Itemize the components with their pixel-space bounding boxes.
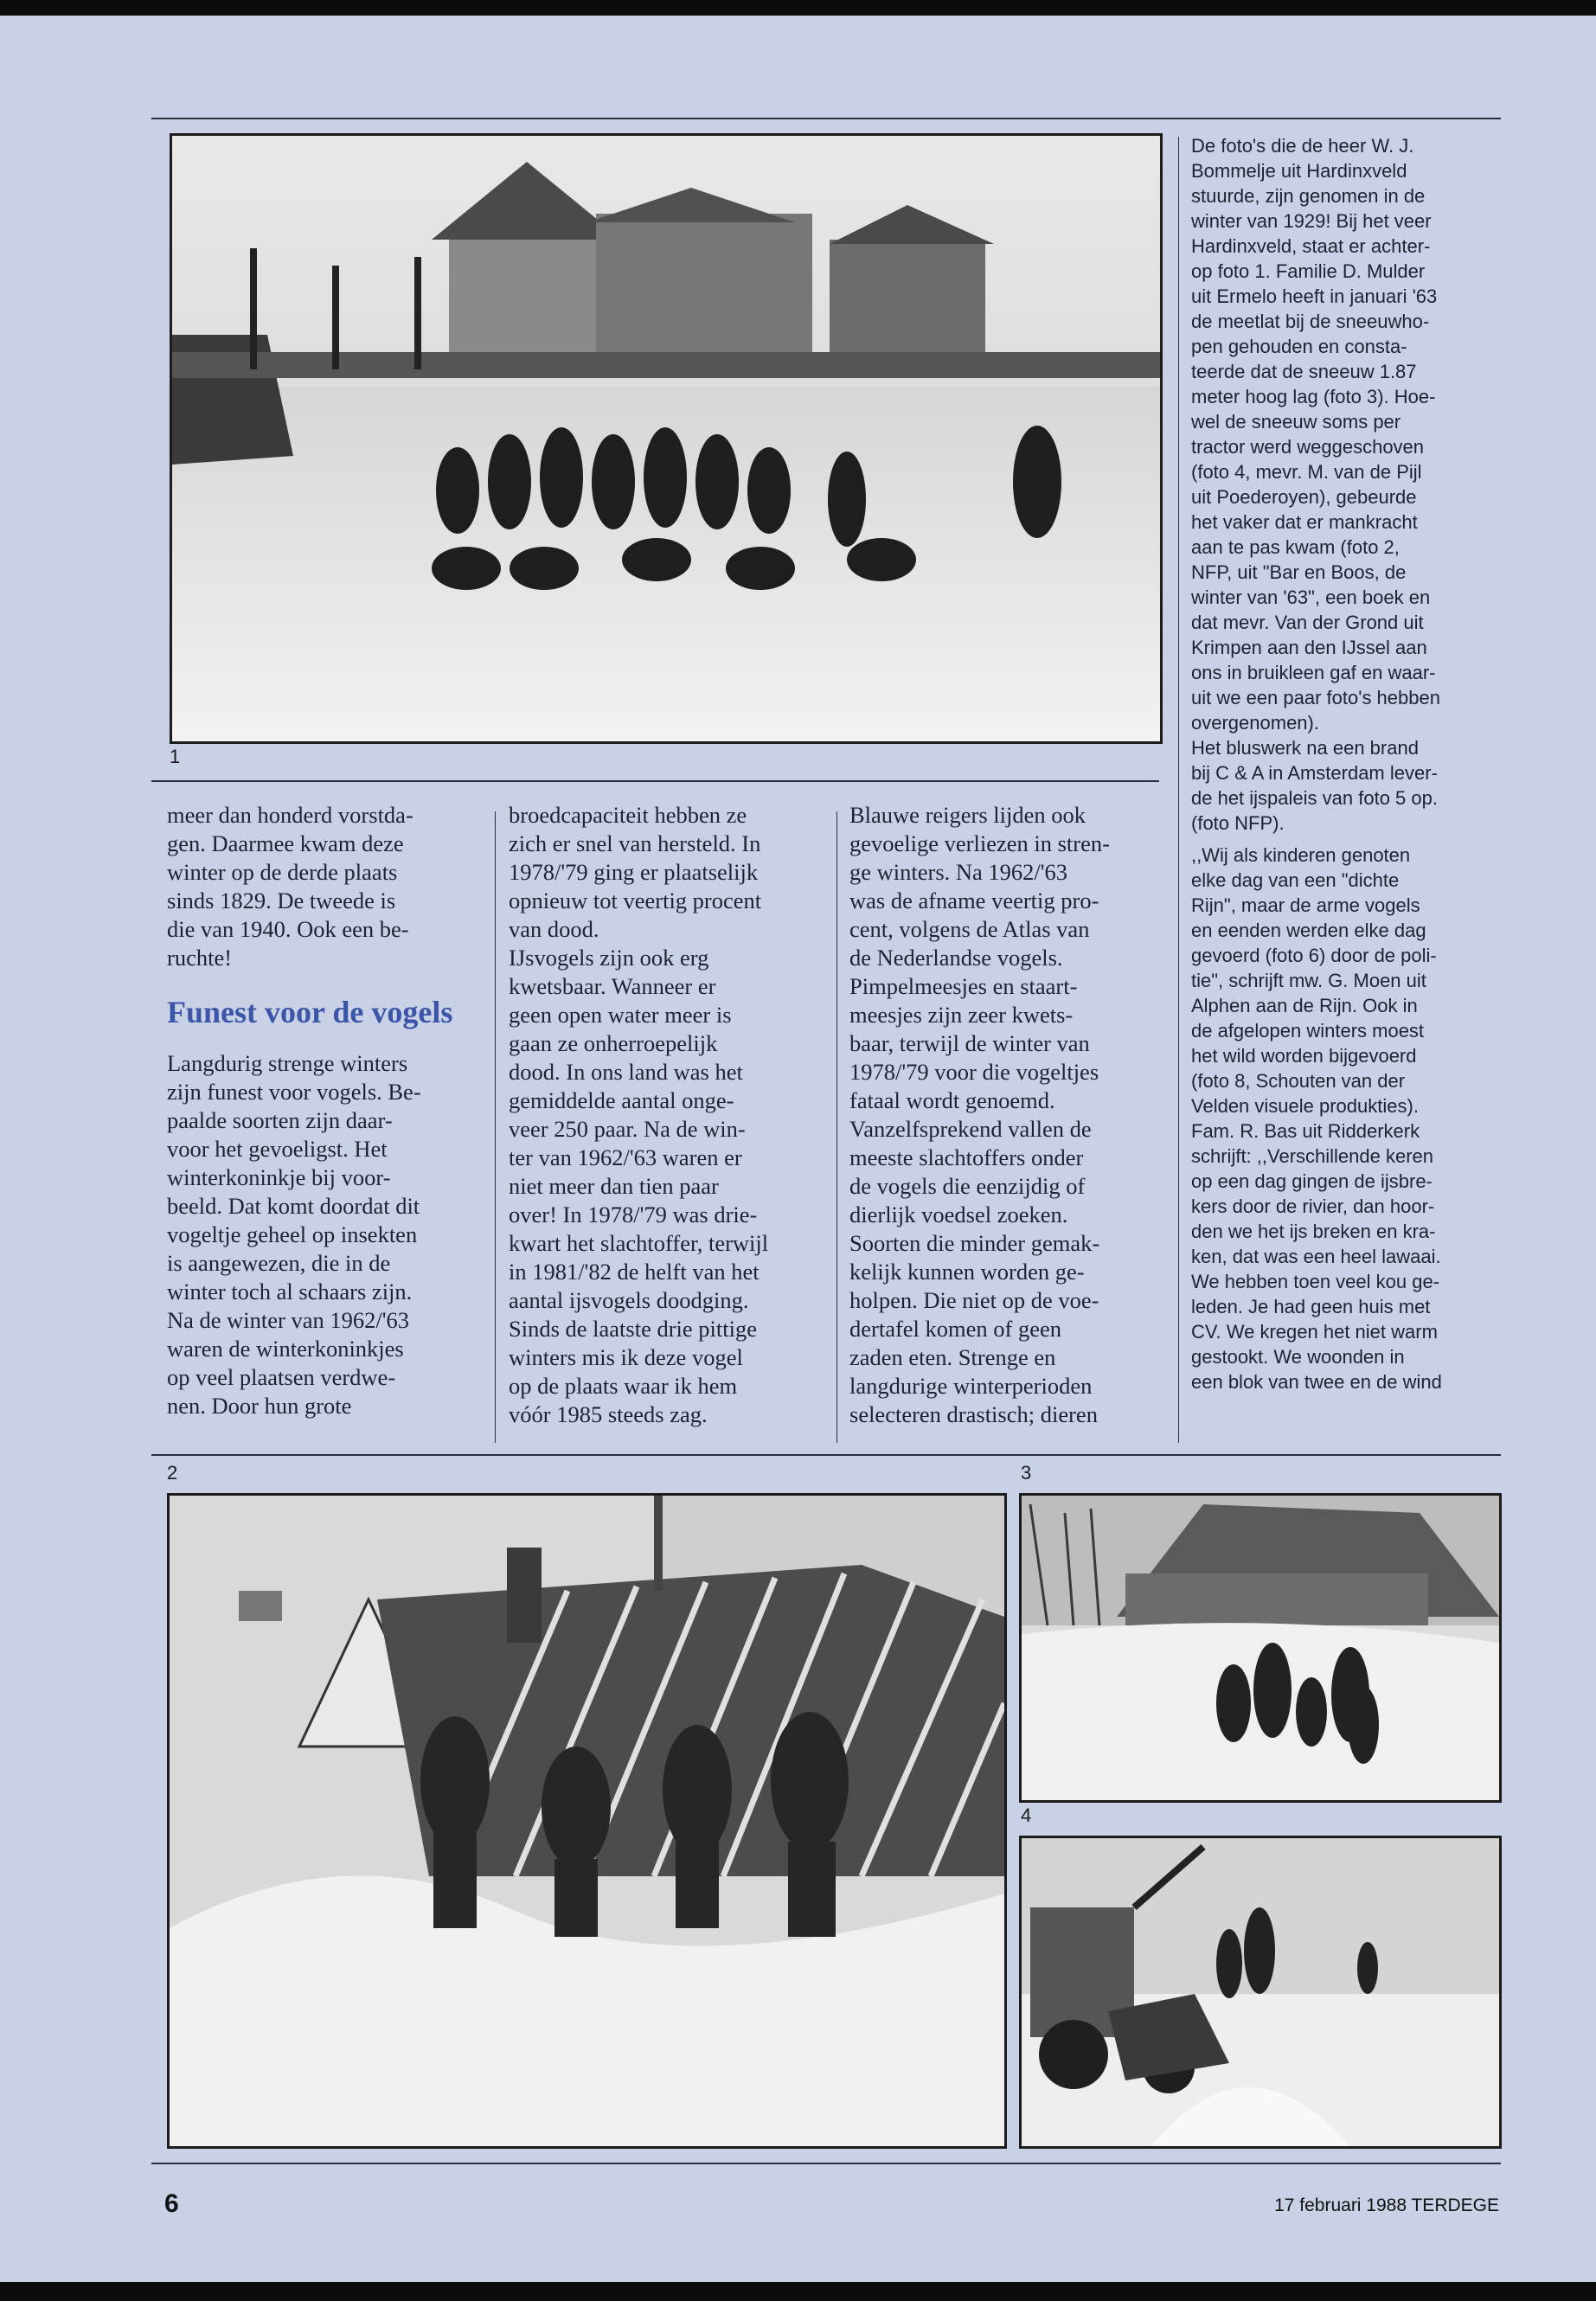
text-line: meter hoog lag (foto 3). Hoe- <box>1191 386 1436 407</box>
text-line: stuurde, zijn genomen in de <box>1191 185 1426 207</box>
text-line: fataal wordt genoemd. <box>849 1087 1055 1113</box>
text-line: Na de winter van 1962/'63 <box>167 1307 410 1333</box>
text-line: Vanzelfsprekend vallen de <box>849 1116 1092 1142</box>
text-line: winter van '63", een boek en <box>1191 586 1431 608</box>
text-line: uit Ermelo heeft in januari '63 <box>1191 285 1438 307</box>
text-line: aantal ijsvogels doodging. <box>509 1287 749 1313</box>
text-line: gemiddelde aantal onge- <box>509 1087 734 1113</box>
text-line: ,,Wij als kinderen genoten <box>1191 844 1411 866</box>
text-line: op de plaats waar ik hem <box>509 1373 738 1399</box>
text-line: sinds 1829. De tweede is <box>167 888 396 913</box>
text-line: zich er snel van hersteld. In <box>509 830 761 856</box>
text-line: (foto 8, Schouten van der <box>1191 1070 1406 1092</box>
photo-4-tractor-clearing-snow <box>1019 1836 1502 2149</box>
text-line: winter op de derde plaats <box>167 859 398 885</box>
text-line: Hardinxveld, staat er achter- <box>1191 235 1431 257</box>
text-line: winter van 1929! Bij het veer <box>1191 210 1432 232</box>
text-line: paalde soorten zijn daar- <box>167 1107 393 1133</box>
text-line: kwetsbaar. Wanneer er <box>509 973 716 999</box>
text-line: elke dag van een "dichte <box>1191 869 1400 891</box>
text-line: zaden eten. Strenge en <box>849 1344 1056 1370</box>
text-line: (foto 4, mevr. M. van de Pijl <box>1191 461 1422 483</box>
text-line: Langdurig strenge winters <box>167 1050 408 1076</box>
text-line: waren de winterkoninkjes <box>167 1336 404 1362</box>
text-line: de het ijspaleis van foto 5 op. <box>1191 787 1438 809</box>
text-line: geen open water meer is <box>509 1002 732 1028</box>
text-line: meesjes zijn zeer kwets- <box>849 1002 1074 1028</box>
text-line: 1978/'79 ging er plaatselijk <box>509 859 759 885</box>
text-line: gestookt. We woonden in <box>1191 1346 1405 1368</box>
text-line: de Nederlandse vogels. <box>849 945 1063 971</box>
text-line: winters mis ik deze vogel <box>509 1344 743 1370</box>
text-line: CV. We kregen het niet warm <box>1191 1321 1438 1343</box>
text-line: een blok van twee en de wind <box>1191 1371 1442 1393</box>
text-line: We hebben toen veel kou ge- <box>1191 1271 1440 1292</box>
column-divider <box>1178 137 1179 1443</box>
text-line: Blauwe reigers lijden ook <box>849 802 1086 828</box>
text-line: winter toch al schaars zijn. <box>167 1279 413 1304</box>
text-line: (foto NFP). <box>1191 812 1285 834</box>
figure-number-2: 2 <box>167 1462 178 1484</box>
text-line: ter van 1962/'63 waren er <box>509 1144 742 1170</box>
text-line: Soorten die minder gemak- <box>849 1230 1100 1256</box>
text-line: nen. Door hun grote <box>167 1393 352 1419</box>
text-line: meeste slachtoffers onder <box>849 1144 1084 1170</box>
photo-2-snow-shovelling <box>167 1493 1007 2149</box>
text-line: holpen. Die niet op de voe- <box>849 1287 1099 1313</box>
text-line: schrijft: ,,Verschillende keren <box>1191 1145 1434 1167</box>
text-line: teerde dat de sneeuw 1.87 <box>1191 361 1417 382</box>
column-divider <box>495 811 496 1443</box>
text-line: vóór 1985 steeds zag. <box>509 1401 708 1427</box>
rule-above-bottom-photos <box>151 1454 1501 1456</box>
text-line: De foto's die de heer W. J. <box>1191 135 1414 157</box>
text-line: is aangewezen, die in de <box>167 1250 391 1276</box>
text-line: uit Poederoyen), gebeurde <box>1191 486 1417 508</box>
text-line: gevoelige verliezen in stren- <box>849 830 1110 856</box>
rule-under-photo-1 <box>151 780 1159 782</box>
page-number: 6 <box>164 2189 179 2218</box>
text-line: NFP, uit "Bar en Boos, de <box>1191 561 1407 583</box>
text-line: selecteren drastisch; dieren <box>849 1401 1098 1427</box>
text-line: het wild worden bijgevoerd <box>1191 1045 1417 1067</box>
text-line: gevoerd (foto 6) door de poli- <box>1191 945 1437 966</box>
figure-number-4: 4 <box>1021 1804 1032 1826</box>
bottom-rule <box>151 2163 1501 2164</box>
article-column-2 <box>509 801 829 1429</box>
magazine-page <box>0 16 1596 2282</box>
text-line: op veel plaatsen verdwe- <box>167 1364 396 1390</box>
text-line: de meetlat bij de sneeuwho- <box>1191 311 1430 332</box>
text-line: de vogels die eenzijdig of <box>849 1173 1086 1199</box>
text-line: Krimpen aan den IJssel aan <box>1191 637 1427 658</box>
text-line: was de afname veertig pro- <box>849 888 1099 913</box>
text-line: gaan ze onherroepelijk <box>509 1030 718 1056</box>
text-line: beeld. Dat komt doordat dit <box>167 1193 420 1219</box>
text-line: leden. Je had geen huis met <box>1191 1296 1431 1317</box>
text-line: kers door de rivier, dan hoor- <box>1191 1195 1435 1217</box>
text-line: voor het gevoeligst. Het <box>167 1136 388 1162</box>
text-line: het vaker dat er mankracht <box>1191 511 1418 533</box>
text-line: over! In 1978/'79 was drie- <box>509 1202 758 1227</box>
text-line: dat mevr. Van der Grond uit <box>1191 612 1424 633</box>
section-heading: Funest voor de vogels <box>167 995 453 1029</box>
text-line: in 1981/'82 de helft van het <box>509 1259 760 1285</box>
text-line: ken, dat was een heel lawaai. <box>1191 1246 1441 1267</box>
column-divider <box>836 811 837 1443</box>
text-line: en eenden werden elke dag <box>1191 920 1426 941</box>
text-line: baar, terwijl de winter van <box>849 1030 1090 1056</box>
issue-date-footer: 17 februari 1988 TERDEGE <box>1274 2195 1499 2215</box>
text-line: aan te pas kwam (foto 2, <box>1191 536 1400 558</box>
text-line: de afgelopen winters moest <box>1191 1020 1425 1042</box>
text-line: wel de sneeuw soms per <box>1191 411 1401 433</box>
text-line: cent, volgens de Atlas van <box>849 916 1090 942</box>
text-line: ruchte! <box>167 945 233 971</box>
text-line: pen gehouden en consta- <box>1191 336 1407 357</box>
text-line: Het bluswerk na een brand <box>1191 737 1419 759</box>
text-line: meer dan honderd vorstda- <box>167 802 413 828</box>
text-line: die van 1940. Ook een be- <box>167 916 409 942</box>
photo-3-snow-drift-family <box>1019 1493 1502 1803</box>
text-line: bij C & A in Amsterdam lever- <box>1191 762 1438 784</box>
text-line: opnieuw tot veertig procent <box>509 888 762 913</box>
text-line: dertafel komen of geen <box>849 1316 1062 1342</box>
photo-captions-sidebar <box>1191 133 1503 1394</box>
text-line: veer 250 paar. Na de win- <box>509 1116 746 1142</box>
text-line: 1978/'79 voor die vogeltjes <box>849 1059 1099 1085</box>
text-line: Velden visuele produkties). <box>1191 1095 1419 1117</box>
text-line: kelijk kunnen worden ge- <box>849 1259 1085 1285</box>
text-line: Pimpelmeesjes en staart- <box>849 973 1078 999</box>
text-line: ge winters. Na 1962/'63 <box>849 859 1068 885</box>
text-line: tie", schrijft mw. G. Moen uit <box>1191 970 1426 991</box>
text-line: overgenomen). <box>1191 712 1319 734</box>
text-line: kwart het slachtoffer, terwijl <box>509 1230 769 1256</box>
text-line: winterkoninkje bij voor- <box>167 1164 391 1190</box>
figure-number-3: 3 <box>1021 1462 1032 1484</box>
text-line: Fam. R. Bas uit Ridderkerk <box>1191 1120 1420 1142</box>
text-line: den we het ijs breken en kra- <box>1191 1221 1436 1242</box>
text-line: IJsvogels zijn ook erg <box>509 945 709 971</box>
text-line: tractor werd weggeschoven <box>1191 436 1425 458</box>
text-line: op een dag gingen de ijsbre- <box>1191 1170 1433 1192</box>
text-line: broedcapaciteit hebben ze <box>509 802 747 828</box>
figure-number-1: 1 <box>170 746 181 767</box>
text-line: vogeltje geheel op insekten <box>167 1221 418 1247</box>
text-line: gen. Daarmee kwam deze <box>167 830 404 856</box>
photo-1-ferry-hardinxveld <box>170 133 1163 744</box>
text-line: dood. In ons land was het <box>509 1059 743 1085</box>
text-line: langdurige winterperioden <box>849 1373 1093 1399</box>
text-line: Alphen aan de Rijn. Ook in <box>1191 995 1418 1016</box>
text-line: van dood. <box>509 916 599 942</box>
text-line: op foto 1. Familie D. Mulder <box>1191 260 1426 282</box>
text-line: dierlijk voedsel zoeken. <box>849 1202 1068 1227</box>
text-line: uit we een paar foto's hebben <box>1191 687 1440 708</box>
text-line: Rijn", maar de arme vogels <box>1191 894 1420 916</box>
top-rule <box>151 118 1501 119</box>
article-column-3 <box>849 801 1170 1429</box>
article-column-1 <box>167 801 487 1420</box>
text-line: Sinds de laatste drie pittige <box>509 1316 758 1342</box>
text-line: niet meer dan tien paar <box>509 1173 719 1199</box>
text-line: Bommelje uit Hardinxveld <box>1191 160 1407 182</box>
text-line: zijn funest voor vogels. Be- <box>167 1079 421 1105</box>
text-line: ons in bruikleen gaf en waar- <box>1191 662 1436 683</box>
